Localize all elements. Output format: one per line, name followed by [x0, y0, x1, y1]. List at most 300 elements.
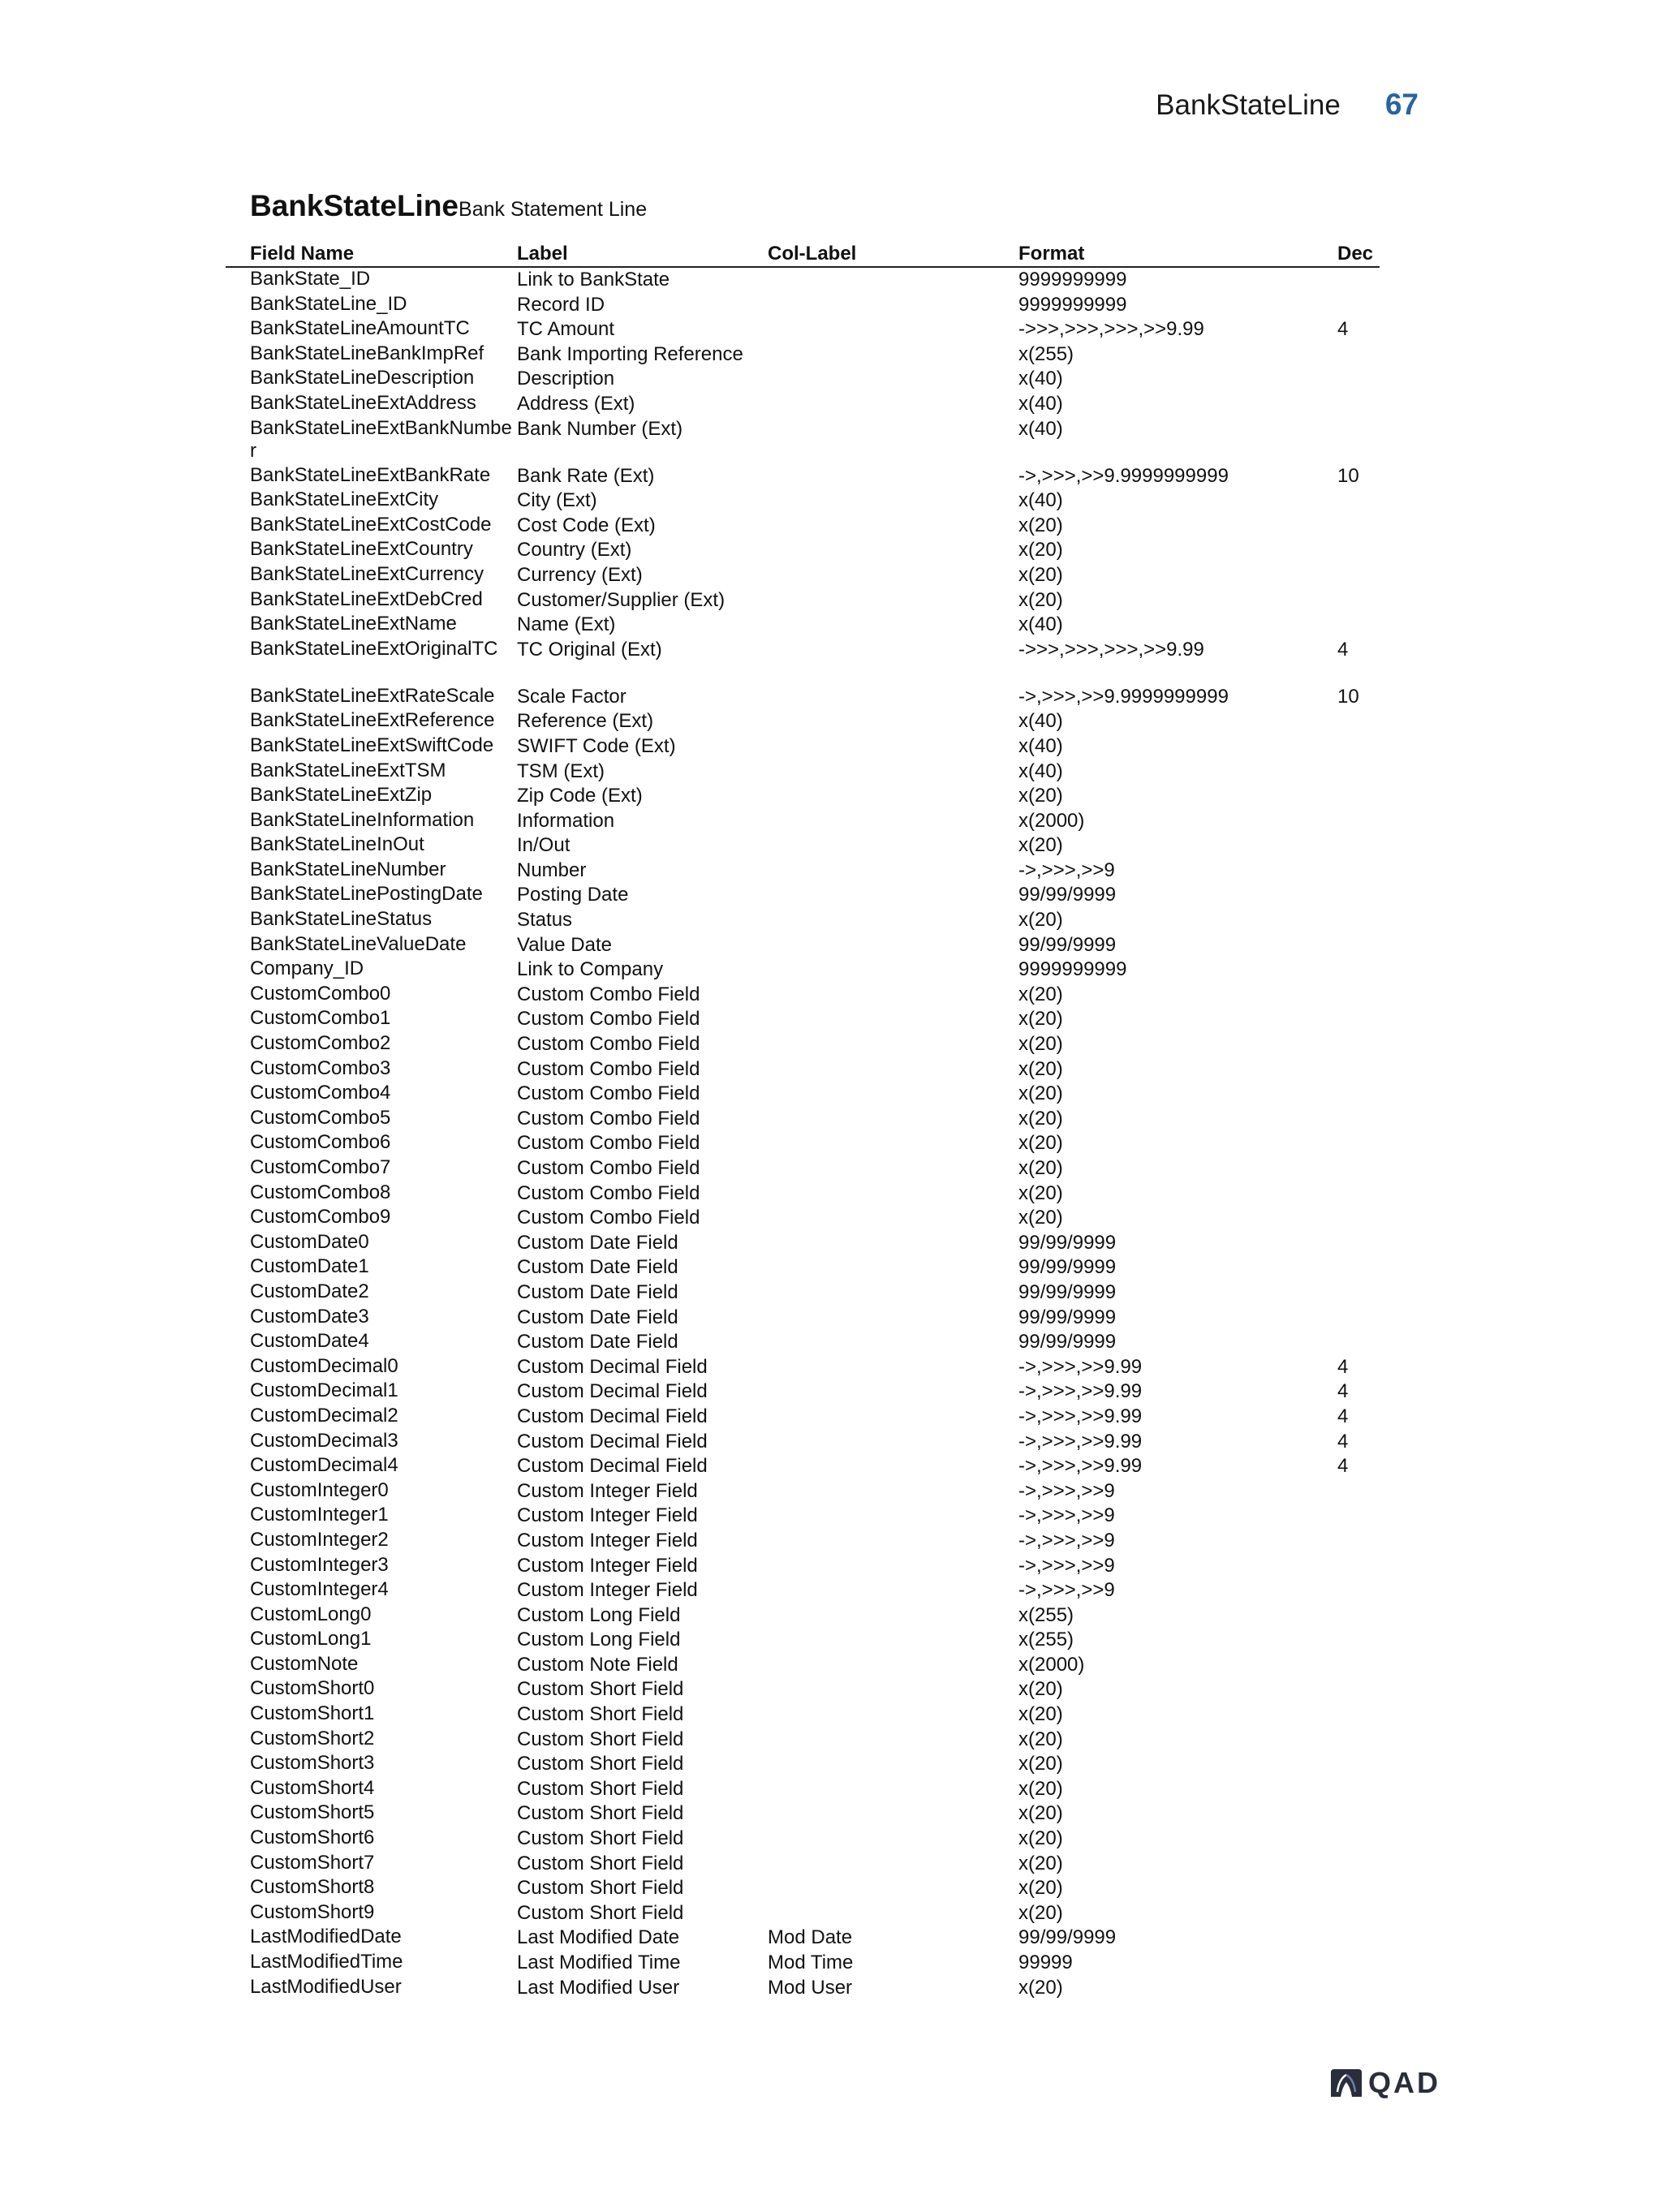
label-cell: Number: [517, 859, 587, 881]
label-cell: Last Modified Date: [517, 1926, 680, 1949]
label-cell: Custom Short Field: [517, 1703, 684, 1726]
label-cell: Custom Combo Field: [517, 1207, 700, 1229]
field-name-cell: CustomDate1: [250, 1255, 369, 1278]
field-name-cell: CustomInteger3: [250, 1553, 389, 1576]
qad-logo: [1329, 2066, 1440, 2100]
format-cell: 9999999999: [1018, 293, 1127, 316]
table-row: [226, 1330, 1380, 1355]
label-cell: Description: [517, 368, 615, 390]
label-cell: Custom Integer Field: [517, 1529, 698, 1551]
format-cell: x(20): [1018, 1082, 1063, 1105]
label-cell: Custom Decimal Field: [517, 1405, 708, 1427]
table-row: [226, 1280, 1380, 1306]
label-cell: Custom Date Field: [517, 1280, 678, 1303]
format-cell: x(40): [1018, 760, 1063, 782]
table-row: [226, 883, 1380, 908]
dec-cell: 10: [1337, 685, 1359, 708]
label-cell: Custom Date Field: [517, 1256, 678, 1279]
dec-cell: 4: [1337, 1430, 1349, 1452]
format-cell: x(20): [1018, 1057, 1063, 1080]
format-cell: x(20): [1018, 909, 1063, 932]
field-name-cell: CustomShort4: [250, 1776, 375, 1799]
table-heading: [250, 189, 647, 223]
format-cell: x(40): [1018, 368, 1063, 390]
field-name-cell: BankStateLineExtDebCred: [250, 587, 483, 610]
label-cell: Custom Short Field: [517, 1777, 684, 1800]
format-cell: x(255): [1018, 342, 1074, 365]
field-name-cell: BankStateLineStatus: [250, 908, 433, 931]
table-row: [226, 1677, 1380, 1702]
format-cell: 9999999999: [1018, 269, 1127, 290]
field-name-cell: CustomLong0: [250, 1603, 372, 1625]
label-cell: Custom Short Field: [517, 1901, 684, 1924]
format-cell: ->,>>>,>>9: [1018, 859, 1115, 881]
col-label-cell: Mod Time: [768, 1952, 854, 1973]
field-name-cell: CustomCombo4: [250, 1082, 391, 1104]
field-name-cell: CustomShort0: [250, 1677, 375, 1700]
field-name-cell: LastModifiedDate: [250, 1926, 402, 1948]
field-name-cell: CustomDate0: [250, 1230, 369, 1253]
format-cell: x(20): [1018, 834, 1063, 857]
table-row: [226, 983, 1380, 1008]
table-row: [226, 1926, 1380, 1951]
label-cell: Custom Combo Field: [517, 983, 700, 1005]
table-row: [226, 317, 1380, 342]
format-cell: x(20): [1018, 1728, 1063, 1750]
label-cell: Custom Short Field: [517, 1877, 684, 1900]
label-cell: Address (Ext): [517, 392, 635, 415]
table-row: [226, 392, 1380, 417]
label-cell: Custom Short Field: [517, 1852, 684, 1874]
label-cell: Record ID: [517, 293, 605, 316]
field-name-cell: CustomCombo3: [250, 1057, 391, 1079]
field-name-cell: CustomDecimal1: [250, 1379, 398, 1402]
label-cell: Posting Date: [517, 884, 629, 906]
table-row: [226, 1430, 1380, 1455]
format-cell: 99/99/9999: [1018, 1256, 1117, 1279]
table-row: [226, 464, 1380, 489]
table-body: [226, 268, 1380, 2000]
table-row: [226, 1752, 1380, 1777]
table-row: [226, 1082, 1380, 1107]
table-row: [226, 1255, 1380, 1280]
table-row: [226, 908, 1380, 933]
format-cell: x(20): [1018, 1107, 1063, 1130]
table-row: [226, 833, 1380, 859]
table-row: [226, 1777, 1380, 1802]
label-cell: Link to Company: [517, 958, 664, 981]
format-cell: ->,>>>,>>9: [1018, 1529, 1115, 1551]
label-cell: Custom Integer Field: [517, 1479, 698, 1502]
field-name-cell: BankStateLineExtAddress: [250, 391, 476, 414]
field-name-cell: BankStateLineInformation: [250, 808, 475, 831]
format-cell: x(20): [1018, 1157, 1063, 1179]
label-cell: Custom Combo Field: [517, 1057, 700, 1080]
label-cell: Name (Ext): [517, 613, 616, 636]
table-row: [226, 1603, 1380, 1629]
field-name-cell: BankStateLineValueDate: [250, 932, 467, 955]
field-name-cell: LastModifiedTime: [250, 1951, 403, 1973]
dec-cell: 4: [1337, 1455, 1349, 1478]
table-row: [226, 859, 1380, 884]
table-row: [226, 538, 1380, 563]
table-row: [226, 563, 1380, 588]
field-name-cell: CustomCombo6: [250, 1131, 391, 1154]
format-cell: x(20): [1018, 514, 1063, 536]
field-name-cell: BankStateLineNumber: [250, 858, 446, 880]
format-cell: x(20): [1018, 1877, 1063, 1900]
format-cell: x(20): [1018, 1008, 1063, 1031]
label-cell: Custom Date Field: [517, 1306, 678, 1328]
table-row: [226, 1628, 1380, 1653]
field-name-cell: CustomDecimal4: [250, 1454, 398, 1477]
field-name-cell: CustomShort6: [250, 1827, 375, 1849]
label-cell: Bank Rate (Ext): [517, 464, 655, 487]
table-row: [226, 1976, 1380, 2001]
field-name-cell: CustomShort7: [250, 1851, 375, 1874]
table-row: [226, 958, 1380, 983]
format-cell: x(255): [1018, 1603, 1074, 1626]
format-cell: ->,>>>,>>9.99: [1018, 1380, 1143, 1403]
table-row: [226, 1181, 1380, 1207]
field-name-cell: CustomCombo9: [250, 1206, 391, 1229]
format-cell: x(40): [1018, 489, 1063, 512]
field-name-cell: BankStateLineExtReference: [250, 709, 495, 732]
table-row: [226, 1032, 1380, 1057]
table-row: [226, 1529, 1380, 1554]
table-row: [226, 1306, 1380, 1331]
format-cell: ->,>>>,>>9.99: [1018, 1455, 1143, 1478]
table-row: [226, 1653, 1380, 1678]
label-cell: Custom Date Field: [517, 1231, 678, 1254]
field-name-cell: LastModifiedUser: [250, 1975, 402, 1998]
format-cell: ->,>>>,>>9: [1018, 1479, 1115, 1502]
label-cell: Custom Short Field: [517, 1802, 684, 1825]
column-header-label: Label: [517, 243, 568, 265]
label-cell: Custom Decimal Field: [517, 1455, 708, 1478]
format-cell: x(2000): [1018, 1653, 1085, 1676]
label-cell: Custom Integer Field: [517, 1554, 698, 1577]
format-cell: x(20): [1018, 1827, 1063, 1850]
format-cell: x(20): [1018, 1753, 1063, 1775]
format-cell: x(20): [1018, 1678, 1063, 1701]
table-row: [226, 1131, 1380, 1156]
format-cell: x(20): [1018, 563, 1063, 586]
label-cell: Scale Factor: [517, 685, 626, 708]
field-name-cell: CustomShort9: [250, 1900, 375, 1923]
format-cell: x(40): [1018, 417, 1063, 440]
label-cell: Custom Short Field: [517, 1728, 684, 1750]
field-name-cell: BankState_ID: [250, 268, 371, 290]
table-row: [226, 588, 1380, 613]
dec-cell: 4: [1337, 638, 1349, 661]
label-cell: Custom Combo Field: [517, 1157, 700, 1179]
format-cell: x(20): [1018, 1802, 1063, 1825]
field-name-cell: BankStateLineDescription: [250, 367, 475, 389]
field-name-cell: BankStateLineExtCostCode: [250, 513, 492, 536]
label-cell: Custom Combo Field: [517, 1181, 700, 1204]
label-cell: Custom Decimal Field: [517, 1355, 708, 1378]
table-row: [226, 734, 1380, 760]
table-row: [226, 809, 1380, 834]
table-row: [226, 1231, 1380, 1256]
field-name-cell: CustomCombo0: [250, 982, 391, 1005]
table-row: [226, 488, 1380, 514]
table-row: [226, 1951, 1380, 1976]
table-row: [226, 1901, 1380, 1926]
format-cell: ->>>,>>>,>>>,>>9.99: [1018, 638, 1204, 661]
format-cell: x(40): [1018, 734, 1063, 757]
field-name-cell: BankStateLineExtBankRate: [250, 463, 491, 486]
label-cell: In/Out: [517, 834, 571, 857]
dec-cell: 4: [1337, 1380, 1349, 1403]
format-cell: 99/99/9999: [1018, 933, 1117, 956]
format-cell: x(20): [1018, 1132, 1063, 1155]
field-name-cell: CustomDecimal2: [250, 1404, 398, 1427]
running-header: [1156, 88, 1419, 128]
table-row: [226, 1554, 1380, 1579]
label-cell: Reference (Ext): [517, 710, 654, 733]
table-row: [226, 1405, 1380, 1430]
column-header-format: Format: [1018, 243, 1085, 265]
label-cell: TC Amount: [517, 318, 615, 341]
column-header-dec: Dec: [1337, 243, 1374, 265]
format-cell: x(20): [1018, 1033, 1063, 1056]
dec-cell: 4: [1337, 318, 1349, 341]
field-name-cell: BankStateLineExtZip: [250, 784, 433, 807]
table-row: [226, 613, 1380, 638]
field-name-cell: CustomInteger2: [250, 1528, 389, 1551]
label-cell: Custom Integer Field: [517, 1504, 698, 1527]
format-cell: ->,>>>,>>9.99: [1018, 1405, 1143, 1427]
field-name-cell: BankStateLineInOut: [250, 833, 424, 856]
format-cell: 99999: [1018, 1952, 1073, 1973]
label-cell: SWIFT Code (Ext): [517, 734, 676, 757]
format-cell: ->,>>>,>>9.99: [1018, 1355, 1143, 1378]
field-name-cell: BankStateLineExtTSM: [250, 759, 446, 781]
table-name: BankStateLine: [250, 189, 459, 222]
field-name-cell: CustomNote: [250, 1652, 359, 1675]
label-cell: Custom Combo Field: [517, 1132, 700, 1155]
dec-cell: 4: [1337, 1405, 1349, 1427]
label-cell: Zip Code (Ext): [517, 785, 643, 807]
qad-logo-icon: [1329, 2068, 1363, 2098]
field-name-cell: BankStateLineBankImpRef: [250, 342, 484, 364]
label-cell: Custom Decimal Field: [517, 1430, 708, 1452]
field-name-cell: CustomInteger0: [250, 1478, 389, 1501]
col-label-cell: Mod Date: [768, 1926, 853, 1949]
table-row: [226, 1702, 1380, 1728]
format-cell: x(20): [1018, 983, 1063, 1005]
label-cell: Custom Date Field: [517, 1331, 678, 1353]
field-name-cell: BankStateLineExtRateScale: [250, 684, 495, 707]
format-cell: x(20): [1018, 1181, 1063, 1204]
label-cell: Custom Short Field: [517, 1678, 684, 1701]
label-cell: TC Original (Ext): [517, 638, 662, 661]
table-row: [226, 638, 1380, 685]
field-name-cell: BankStateLineExtCurrency: [250, 562, 484, 585]
field-name-cell: BankStateLineExtBankNumber: [250, 416, 512, 462]
label-cell: Custom Combo Field: [517, 1082, 700, 1105]
format-cell: 99/99/9999: [1018, 1231, 1117, 1254]
table-row: [226, 1801, 1380, 1827]
format-cell: ->,>>>,>>9: [1018, 1504, 1115, 1527]
field-name-cell: CustomDate3: [250, 1305, 369, 1328]
label-cell: Custom Long Field: [517, 1603, 681, 1626]
format-cell: x(255): [1018, 1629, 1074, 1651]
running-header-title: BankStateLine: [1156, 89, 1341, 121]
format-cell: ->,>>>,>>9: [1018, 1554, 1115, 1577]
table-row: [226, 417, 1380, 464]
field-table: [226, 240, 1380, 2000]
field-name-cell: BankStateLineExtCity: [250, 488, 439, 511]
table-row: [226, 1504, 1380, 1529]
field-name-cell: CustomInteger1: [250, 1504, 389, 1526]
qad-logo-text: QAD: [1368, 2066, 1440, 2099]
field-name-cell: BankStateLineExtCountry: [250, 538, 473, 561]
format-cell: x(40): [1018, 710, 1063, 733]
field-name-cell: CustomInteger4: [250, 1578, 389, 1601]
format-cell: 99/99/9999: [1018, 1331, 1117, 1353]
field-name-cell: BankStateLineExtName: [250, 613, 457, 635]
table-row: [226, 1827, 1380, 1852]
dec-cell: 10: [1337, 464, 1359, 487]
field-name-cell: CustomCombo8: [250, 1181, 391, 1203]
format-cell: x(20): [1018, 539, 1063, 562]
field-name-cell: CustomShort8: [250, 1876, 375, 1899]
label-cell: Custom Short Field: [517, 1827, 684, 1850]
format-cell: ->,>>>,>>9: [1018, 1579, 1115, 1602]
label-cell: Custom Combo Field: [517, 1107, 700, 1130]
table-row: [226, 709, 1380, 734]
field-name-cell: BankStateLineExtSwiftCode: [250, 734, 494, 756]
table-row: [226, 1479, 1380, 1504]
field-name-cell: CustomCombo7: [250, 1156, 391, 1178]
table-row: [226, 1107, 1380, 1132]
col-label-cell: Mod User: [768, 1976, 853, 1999]
format-cell: x(20): [1018, 1207, 1063, 1229]
label-cell: Value Date: [517, 933, 612, 956]
table-description: Bank Statement Line: [459, 198, 648, 221]
label-cell: Link to BankState: [517, 269, 670, 290]
format-cell: x(20): [1018, 588, 1063, 611]
format-cell: x(20): [1018, 1703, 1063, 1726]
label-cell: Custom Long Field: [517, 1629, 681, 1651]
format-cell: x(20): [1018, 1901, 1063, 1924]
label-cell: Custom Integer Field: [517, 1579, 698, 1602]
label-cell: Bank Importing Reference: [517, 342, 743, 365]
label-cell: City (Ext): [517, 489, 597, 512]
label-cell: Bank Number (Ext): [517, 417, 683, 440]
label-cell: Custom Note Field: [517, 1653, 678, 1676]
table-row: [226, 1876, 1380, 1901]
field-name-cell: CustomDecimal0: [250, 1354, 398, 1377]
table-row: [226, 1007, 1380, 1032]
field-name-cell: CustomCombo1: [250, 1007, 391, 1030]
format-cell: x(20): [1018, 785, 1063, 807]
label-cell: Cost Code (Ext): [517, 514, 656, 536]
column-header-field-name: Field Name: [250, 243, 355, 265]
format-cell: 9999999999: [1018, 958, 1127, 981]
format-cell: ->,>>>,>>9.9999999999: [1018, 464, 1229, 487]
format-cell: ->,>>>,>>9.99: [1018, 1430, 1143, 1452]
page-number: 67: [1384, 88, 1419, 121]
field-name-cell: CustomShort2: [250, 1727, 375, 1749]
label-cell: Custom Combo Field: [517, 1033, 700, 1056]
format-cell: x(2000): [1018, 809, 1085, 832]
table-header-row: [226, 240, 1380, 268]
table-row: [226, 1454, 1380, 1479]
field-name-cell: CustomLong1: [250, 1628, 372, 1650]
field-name-cell: BankStateLineExtOriginalTC: [250, 637, 498, 660]
table-row: [226, 784, 1380, 809]
table-row: [226, 1156, 1380, 1181]
table-row: [226, 685, 1380, 710]
field-name-cell: Company_ID: [250, 958, 364, 980]
table-row: [226, 514, 1380, 539]
format-cell: x(20): [1018, 1976, 1063, 1999]
table-row: [226, 293, 1380, 318]
field-name-cell: CustomCombo5: [250, 1106, 391, 1129]
table-row: [226, 268, 1380, 293]
label-cell: Last Modified User: [517, 1976, 680, 1999]
label-cell: Status: [517, 909, 573, 932]
format-cell: 99/99/9999: [1018, 1926, 1117, 1949]
label-cell: Currency (Ext): [517, 563, 643, 586]
field-name-cell: CustomShort5: [250, 1801, 375, 1824]
format-cell: x(20): [1018, 1777, 1063, 1800]
format-cell: 99/99/9999: [1018, 884, 1117, 906]
label-cell: Information: [517, 809, 615, 832]
label-cell: TSM (Ext): [517, 760, 605, 782]
table-row: [226, 342, 1380, 368]
format-cell: ->,>>>,>>9.9999999999: [1018, 685, 1229, 708]
format-cell: x(40): [1018, 613, 1063, 636]
table-row: [226, 760, 1380, 785]
format-cell: 99/99/9999: [1018, 1306, 1117, 1328]
label-cell: Last Modified Time: [517, 1952, 681, 1973]
table-row: [226, 1206, 1380, 1231]
field-name-cell: BankStateLinePostingDate: [250, 883, 483, 906]
table-row: [226, 1379, 1380, 1405]
format-cell: x(40): [1018, 392, 1063, 415]
format-cell: 99/99/9999: [1018, 1280, 1117, 1303]
table-row: [226, 1852, 1380, 1877]
label-cell: Country (Ext): [517, 539, 632, 562]
table-row: [226, 367, 1380, 392]
table-row: [226, 933, 1380, 958]
field-name-cell: CustomDate2: [250, 1280, 369, 1302]
table-row: [226, 1728, 1380, 1753]
field-name-cell: CustomDecimal3: [250, 1429, 398, 1452]
field-name-cell: BankStateLineAmountTC: [250, 317, 470, 340]
field-name-cell: BankStateLine_ID: [250, 292, 407, 315]
format-cell: ->>>,>>>,>>>,>>9.99: [1018, 318, 1204, 341]
label-cell: Custom Combo Field: [517, 1008, 700, 1031]
field-name-cell: CustomCombo2: [250, 1032, 391, 1055]
format-cell: x(20): [1018, 1852, 1063, 1874]
field-name-cell: CustomShort3: [250, 1752, 375, 1775]
label-cell: Custom Short Field: [517, 1753, 684, 1775]
label-cell: Customer/Supplier (Ext): [517, 588, 726, 611]
field-name-cell: CustomDate4: [250, 1330, 369, 1353]
table-row: [226, 1578, 1380, 1603]
label-cell: Custom Decimal Field: [517, 1380, 708, 1403]
field-name-cell: CustomShort1: [250, 1702, 375, 1725]
dec-cell: 4: [1337, 1355, 1349, 1378]
table-row: [226, 1355, 1380, 1380]
column-header-col-label: Col-Label: [768, 243, 857, 265]
